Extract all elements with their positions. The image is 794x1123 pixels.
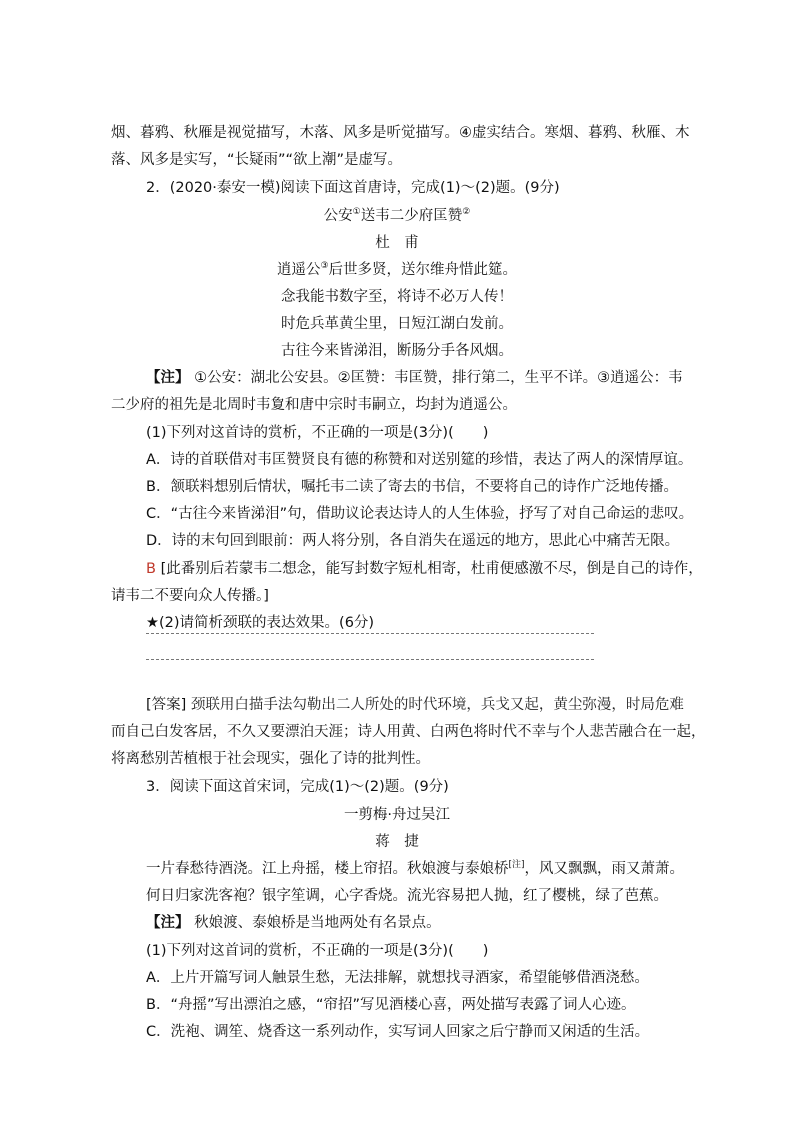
note-label: 【注】 — [146, 915, 190, 931]
poem-line: 一片春愁待酒浇。江上舟摇，楼上帘招。秋娘渡与泰娘桥[注]，风又飘飘，雨又萧萧。 — [146, 860, 685, 877]
answer-line: 请韦二不要向众人传播。] — [111, 588, 269, 604]
question-2-header: 2．(2020·泰安一模)阅读下面这首唐诗，完成(1)～(2)题。(9分) — [146, 180, 560, 196]
option-c: C．“古往今来皆涕泪”句，借助议论表达诗人的人生体验，抒写了对自己命运的悲叹。 — [146, 506, 694, 522]
note-line: 【注】 秋娘渡、泰娘桥是当地两处有名景点。 — [146, 915, 441, 931]
poem-line: 古往今来皆涕泪，断肠分手各风烟。 — [281, 343, 513, 359]
poem-title: 一剪梅·舟过吴江 — [343, 807, 451, 823]
option-b: B．颔联料想别后情状，嘱托韦二读了寄去的书信，不要将自己的诗作广泛地传播。 — [146, 479, 678, 495]
text-line: 落、风多是实写，“长疑雨”“欲上潮”是虚写。 — [111, 152, 403, 168]
sub-question: (1)下列对这首词的赏析，不正确的一项是(3分)( ) — [146, 943, 489, 959]
option-b: B．“舟摇”写出漂泊之感，“帘招”写见酒楼心喜，两处描写表露了词人心迹。 — [146, 997, 636, 1013]
poem-title: 公安①送韦二少府匡赞② — [323, 207, 471, 224]
option-a: A．上片开篇写词人触景生愁，无法排解，就想找寻酒家，希望能够借酒浇愁。 — [146, 970, 649, 986]
answer-line: 而自己白发客居，不久又要漂泊天涯；诗人用黄、白两色将时代不幸与个人悲苦融合在一起， — [111, 724, 706, 740]
option-d: D．诗的末句回到眼前：两人将分别，各自消失在遥远的地方，思此心中痛苦无限。 — [146, 533, 680, 549]
answer-label: [答案] — [146, 697, 187, 713]
note-label: 【注】 — [146, 370, 190, 386]
question-3-header: 3．阅读下面这首宋词，完成(1)～(2)题。(9分) — [146, 779, 449, 795]
answer-blank-line — [146, 659, 594, 660]
text-line: 烟、暮鸦、秋雁是视觉描写，木落、风多是听觉描写。④虚实结合。寒烟、暮鸦、秋雁、木 — [111, 125, 690, 141]
note-line: 【注】 ①公安：湖北公安县。②匡赞：韦匡赞，排行第二，生平不详。③逍遥公：韦 — [146, 370, 683, 386]
sub-question: (1)下列对这首诗的赏析，不正确的一项是(3分)( ) — [146, 425, 489, 441]
poem-line: 时危兵革黄尘里，日短江湖白发前。 — [281, 316, 513, 332]
note-line: 二少府的祖先是北周时韦夐和唐中宗时韦嗣立，均封为逍遥公。 — [111, 397, 517, 413]
answer-line: [答案] 颈联用白描手法勾勒出二人所处的时代环境，兵戈又起，黄尘弥漫，时局危难 — [146, 697, 684, 713]
poem-line: 逍遥公③后世多贤，送尔维舟惜此筵。 — [276, 261, 518, 278]
poem-author: 杜 甫 — [375, 235, 419, 251]
poem-line: 念我能书数字至，将诗不必万人传！ — [281, 289, 513, 305]
answer-blank-line — [146, 633, 594, 634]
sub-question: ★(2)请简析颈联的表达效果。(6分) — [146, 615, 375, 631]
answer-line: 将离愁别苦植根于社会现实，强化了诗的批判性。 — [111, 751, 430, 767]
answer-letter: B — [146, 561, 156, 577]
answer-line: B [此番别后若蒙韦二想念，能写封数字短札相寄，杜甫便感激不尽，倒是自己的诗作， — [146, 561, 703, 577]
option-a: A．诗的首联借对韦匡赞贤良有德的称赞和对送别筵的珍惜，表达了两人的深情厚谊。 — [146, 452, 693, 468]
poem-line: 何日归家洗客袍？银字笙调，心字香烧。流光容易把人抛，红了樱桃，绿了芭蕉。 — [146, 888, 668, 904]
option-c: C．洗袍、调笙、烧香这一系列动作，实写词人回家之后宁静而又闲适的生活。 — [146, 1024, 650, 1040]
poem-author: 蒋 捷 — [375, 834, 419, 850]
